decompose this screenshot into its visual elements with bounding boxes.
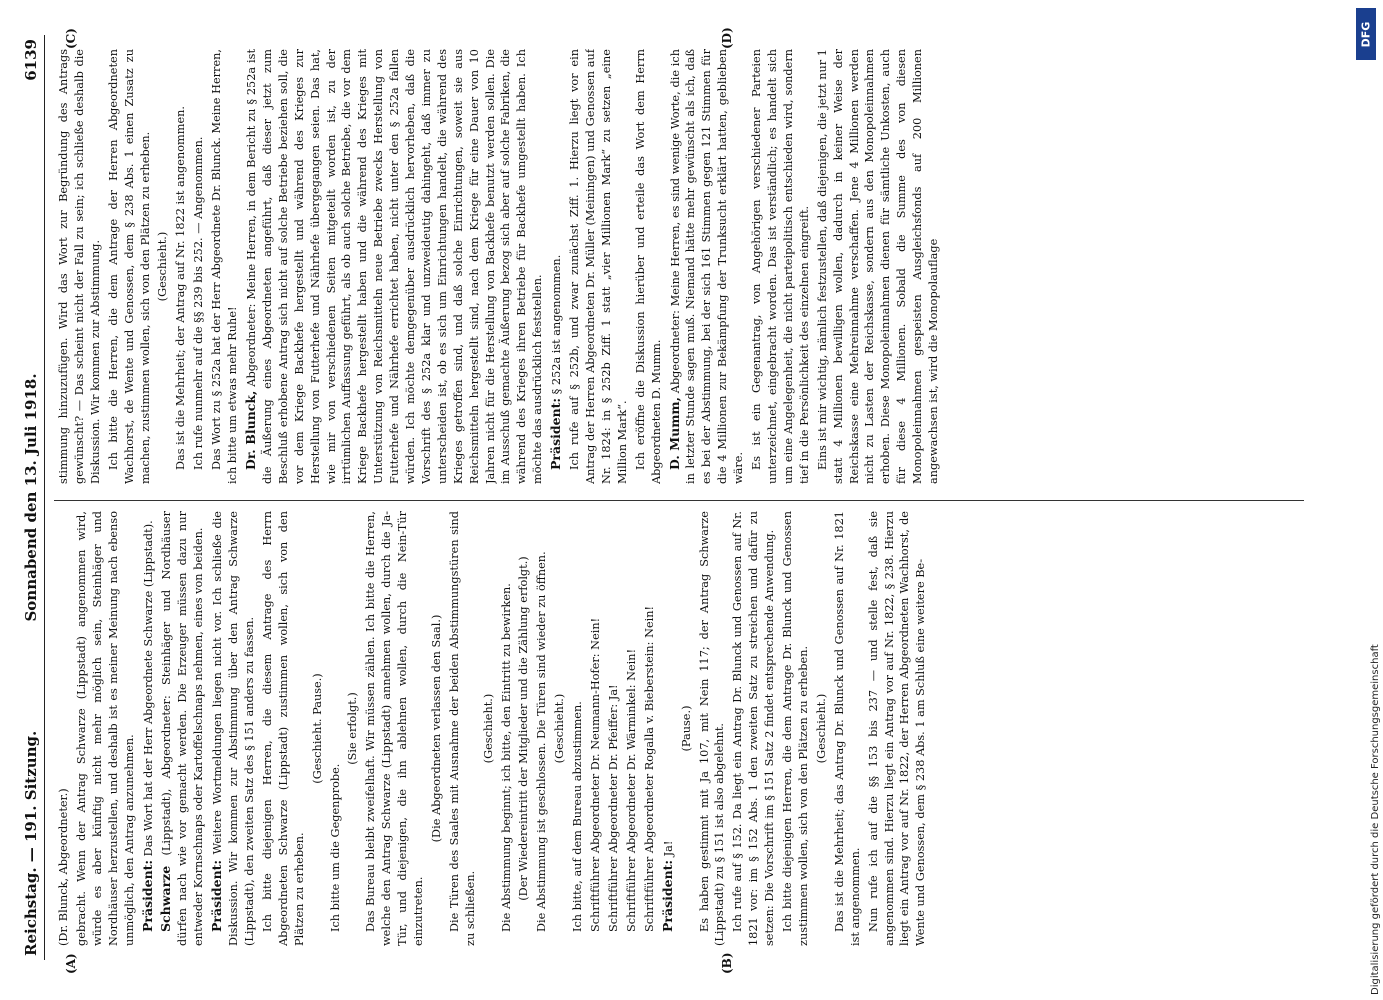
paragraph — [499, 511, 515, 946]
speaker-name: D. Mumm, — [666, 396, 682, 470]
paragraph-text: Abgeordneter: Meine Herren, es sind wenige Worte, die ich in letzter Stunde sagen muß. Niemand hätte mehr gewünscht als ich, daß es bei der Abstimmung, bei der sich 161 Stimmen gegen 121 Stimmen für die 4 Millionen zur Bekämpfung der Trunksucht erklärt hatten, geblieben wäre. — [668, 49, 746, 484]
paragraph — [667, 49, 748, 484]
paragraph — [588, 511, 604, 946]
speaker-name: Präsident: — [659, 859, 675, 932]
paragraph-text: Weitere Wortmeldungen liegen nicht vor. Ich schließe die Diskussion. Wir kommen zur Abstimmung über den Antrag Schwarze (Lippstadt), den zweiten Satz des § 151 anders zu fassen. — [211, 511, 256, 946]
paragraph — [173, 49, 189, 484]
paragraph-text: (Geschieht.) — [481, 693, 495, 764]
paragraph — [209, 49, 241, 484]
paragraph — [832, 511, 864, 946]
paragraph — [481, 511, 497, 946]
paragraph-text: Es ist ein Gegenantrag, von Angehörigen verschiedener Parteien unterzeichnet, eingebracht worden. Das ist verständlich; es handelt sich um eine Angelegenheit, die nicht parteipolitisch entschieden wird, sondern tief in die Persönlichkeit des einzelnen eingreift. — [750, 49, 811, 484]
paragraph — [697, 511, 729, 946]
paragraph — [310, 511, 326, 946]
paragraph — [679, 511, 695, 946]
paragraph-text: (Pause.) — [679, 705, 693, 752]
paragraph-text: Die Abstimmung ist geschlossen. Die Türen sind wieder zu öffnen. — [535, 551, 549, 932]
paragraph — [749, 49, 813, 484]
paragraph — [429, 511, 445, 946]
paragraph-text: Ich rufe auf § 152. Da liegt ein Antrag Dr. Blunck und Genossen auf Nr. 1821 vor: im § 152 Abs. 1 den zweiten Satz zu streichen und dafür zu setzen: Die Vorschrift im § 151 Satz 2 findet entsprechende Anwendung. — [731, 511, 777, 946]
paragraph-text: Schriftführer Abgeordneter Rogalla v. Bieberstein: Nein! — [642, 605, 656, 932]
dfg-logo: DFG — [1356, 8, 1376, 60]
paragraph — [624, 511, 640, 946]
paragraph — [140, 511, 157, 946]
paragraph — [866, 511, 930, 946]
speaker-name: Präsident: — [548, 397, 564, 470]
speaker-name: Präsident: — [209, 859, 225, 932]
paragraph-text: Es haben gestimmt mit Ja 107, mit Nein 117; der Antrag Schwarze (Lippstadt) zu § 151 ist also abgelehnt. — [697, 511, 727, 946]
paragraph-text: Schriftführer Abgeordneter Dr. Wärminkel: Nein! — [624, 648, 638, 932]
rotated-document-page — [20, 27, 1320, 974]
paragraph — [260, 511, 308, 946]
margin-marker-a: (A) — [64, 953, 78, 974]
right-text-column — [56, 49, 1306, 484]
paragraph-text: Die Abstimmung beginnt; ich bitte, den Eintritt zu bewirken. — [499, 583, 513, 932]
paragraph-text: (Der Wiedereintritt der Mitglieder und die Zählung erfolgt.) — [517, 556, 531, 901]
paragraph-text: Das Wort hat der Herr Abgeordnete Schwarze (Lippstadt). — [141, 520, 155, 857]
paragraph-text: gebracht. Wenn der Antrag Schwarze (Lippstadt) angenommen wird, würde es aber künftig nicht mehr möglich sein, Steinhäger und Nordhäuser herzustellen, und deshalb ist es meiner Meinung nach ebenso unmöglich, den Antrag anzunehmen. — [74, 511, 136, 946]
paragraph — [730, 511, 778, 946]
paragraph — [548, 49, 565, 484]
running-head — [20, 35, 45, 960]
paragraph-text: (Geschieht.) — [553, 693, 567, 764]
paragraph-text: Das ist die Mehrheit; das Antrag Dr. Blunck und Genossen auf Nr. 1821 ist angenommen. — [832, 511, 862, 946]
digitization-credit: Digitalisierung gefördert durch die Deutsche Forschungsgemeinschaft — [1370, 644, 1381, 995]
paragraph — [328, 511, 344, 946]
paragraph — [106, 49, 154, 484]
paragraph — [633, 49, 665, 484]
paragraph — [363, 511, 427, 946]
paragraph-text: Ich bitte die Herren, die dem Antrage der Herren Abgeordneten Wachhorst, de Wente und Genossen, dem § 238 Abs. 1 einen Zusatz zu machen, zustimmen wollen, sich von den Plätzen zu erheben. — [106, 49, 152, 484]
paragraph-text: Ich bitte diejenigen Herren, die diesem Antrage des Herrn Abgeordneten Schwarze (Lippstadt) zustimmen wollen, sich von den Plätzen zu erheben. — [260, 511, 306, 946]
margin-marker-c: (C) — [64, 28, 78, 49]
paragraph-text: Nun rufe ich auf die §§ 153 bis 237 — und stelle fest, daß sie angenommen sind. Hierzu liegt ein Antrag vor auf Nr. 1822, § 238. Hierzu liegt ein Antrag vor auf Nr. 1822, der Herren Abgeordneten Wachhorst, de Wente und Genossen, dem § 238 Abs. 1 am Schluß eine weitere Be- — [866, 511, 928, 946]
running-head-date: Sonnabend den 13. Juli 1918. — [22, 373, 40, 622]
speaker-name: Präsident: — [139, 859, 155, 932]
paragraph — [567, 49, 631, 484]
paragraph — [345, 511, 361, 946]
paragraph-text: Die Türen des Saales mit Ausnahme der beiden Abstimmungstüren sind zu schließen. — [447, 511, 477, 946]
paragraph-text: (Die Abgeordneten verlassen den Saal.) — [429, 614, 443, 843]
paragraph — [243, 49, 546, 484]
speaker-name: Dr. Blunck, — [242, 390, 258, 470]
paragraph-text: Ich bitte, auf dem Bureau abzustimmen. — [571, 701, 585, 932]
paragraph-text: Schriftführer Abgeordneter Dr. Neumann-Hofer: Nein! — [589, 617, 603, 932]
paragraph — [534, 511, 550, 946]
paragraph-text: Schriftführer Abgeordneter Dr. Pfeiffer: Ja! — [607, 684, 620, 932]
paragraph-text: Ich bitte um die Gegenprobe. — [328, 763, 342, 932]
paragraph-text: Eins ist mir wichtig, nämlich festzustellen, daß diejenigen, die jetzt nur 1 statt 4 Millionen bewilligen wollen, dadurch in keiner Weise der Reichskasse eine Mehreinnahme verschaffen. Jene 4 Millionen werden nicht zu Lasten der Reichskasse, sondern aus den Monopoleinnahmen erhoben. Diese Monopoleinnahmen dienen für sämtliche Unkosten, auch für diese 4 Millionen. Sobald die Summe des von diesen Monopoleinnahmen gespeisten Ausgleichsfonds auf 200 Millionen angewachsen ist, wird die Monopolauflage — [815, 49, 941, 484]
paragraph — [56, 511, 72, 946]
paragraph-text: Das Bureau bleibt zweifelhaft. Wir müssen zählen. Ich bitte die Herren, welche den Antrag Schwarze (Lippstadt) annehmen wollen, durch die Ja-Tür, und diejenigen, die ihn ablehnen wollen, durch die Nein-Tür einzutreten. — [364, 511, 426, 946]
paragraph-text: Ja! — [661, 840, 675, 857]
paragraph-text: (Dr. Blunck, Abgeordneter.) — [57, 788, 70, 946]
paragraph — [56, 49, 104, 484]
paragraph — [814, 511, 830, 946]
page-number: 6139 — [22, 39, 40, 81]
paragraph — [660, 511, 677, 946]
paragraph-text: (Sie erfolgt.) — [346, 692, 360, 765]
running-head-left: Reichstag. — 191. Sitzung. — [22, 730, 40, 956]
paragraph — [606, 511, 622, 946]
paragraph-text: Das Wort zu § 252a hat der Herr Abgeordnete Dr. Blunck. Meine Herren, ich bitte um etwas mehr Ruhe! — [210, 49, 240, 484]
paragraph-text: Abgeordneter: Meine Herren, in dem Bericht zu § 252a ist die Äußerung eines Abgeordneten angeführt, daß dieser jetzt zum Beschluß erhobene Antrag sich nicht auf solche Betriebe beziehen soll, die vor dem Kriege Backhefe hergestellt und während des Krieges zur Herstellung von Futterhefe und Nährhefe übergegangen seien. Das hat, wie mir von verschiedenen Seiten mitgeteilt worden ist, zu der irrtümlichen Auffassung geführt, als ob auch solche Betriebe, die vor dem Kriege Backhefe hergestellt haben und die während des Krieges mit Unterstützung von Reichsmitteln neue Betriebe zwecks Herstellung von Futterhefe und Nährhefe errichtet haben, nicht unter den § 252a fallen würden. Ich möchte demgegenüber ausdrücklich hervorheben, daß die Vorschrift des § 252a klar und unzweideutig dahingeht, daß immer zu unterscheiden ist, ob es sich um Einrichtungen handelt, die während des Krieges getroffen sind, und daß solche Einrichtungen, soweit sie aus Reichsmitteln hergestellt sind, nach dem Kriege für eine Dauer von 10 Jahren nicht für die Herstellung von Backhefe benutzt werden sollen. Die im Ausschuß gemachte Äußerung bezog sich aber auf solche Fabriken, die während des Krieges ihren Betriebe für Backhefe umgestellt haben. Ich möchte das ausdrücklich feststellen. — [244, 49, 545, 484]
paragraph — [780, 511, 812, 946]
paragraph-text: (Lippstadt), Abgeordneter: Steinhäger und Nordhäuser dürfen nach wie vor gemacht werden. Die Erzeuger müssen dazu nur entweder Kornschnaps oder Kartoffelschnaps nehmen, eines von beiden. — [160, 511, 206, 946]
left-text-column — [56, 511, 1306, 946]
speaker-name: Schwarze — [158, 865, 174, 932]
paragraph-text: Ich eröffne die Diskussion hierüber und erteile das Wort dem Herrn Abgeordneten D. Mumm. — [633, 49, 663, 484]
paragraph-text: Das ist die Mehrheit; der Antrag auf Nr. 1822 ist angenommen. — [174, 106, 188, 470]
paragraph — [158, 511, 207, 946]
paragraph — [209, 511, 258, 946]
margin-marker-d: (D) — [720, 27, 734, 49]
paragraph-text: (Geschieht.) — [156, 231, 170, 302]
column-divider — [54, 500, 1304, 501]
paragraph-text: Ich rufe nunmehr auf die §§ 239 bis 252. — Angenommen. — [192, 136, 206, 470]
paragraph — [516, 511, 532, 946]
paragraph — [74, 511, 138, 946]
paragraph — [191, 49, 207, 484]
paragraph-text: (Geschieht. Pause.) — [310, 673, 324, 784]
paragraph-text: Ich bitte diejenigen Herren, die dem Antrage Dr. Blunck und Genossen zustimmen wollen, sich von den Plätzen zu erheben. — [781, 511, 810, 946]
paragraph-text: § 252a ist angenommen. — [550, 254, 564, 395]
paragraph-text: stimmung hinzuzufügen. Wird das Wort zur Begründung des Antrags gewünscht? — Das scheint nicht der Fall zu sein; ich schließe deshalb die Diskussion. Wir kommen zur Abstimmung. — [57, 49, 102, 484]
paragraph — [642, 511, 658, 946]
paragraph-text: Ich rufe auf § 252b, und zwar zunächst Ziff. 1. Hierzu liegt vor ein Antrag der Herren Abgeordneten Dr. Müller (Meiningen) und Genossen auf Nr. 1824: in § 252b Ziff. 1 statt „vier Millionen Mark“ zu setzen „eine Million Mark“. — [568, 49, 629, 484]
margin-marker-b: (B) — [720, 952, 734, 974]
paragraph — [570, 511, 586, 946]
paragraph — [155, 49, 171, 484]
paragraph-text: (Geschieht.) — [814, 693, 828, 764]
paragraph — [552, 511, 568, 946]
paragraph — [447, 511, 479, 946]
paragraph — [815, 49, 942, 484]
